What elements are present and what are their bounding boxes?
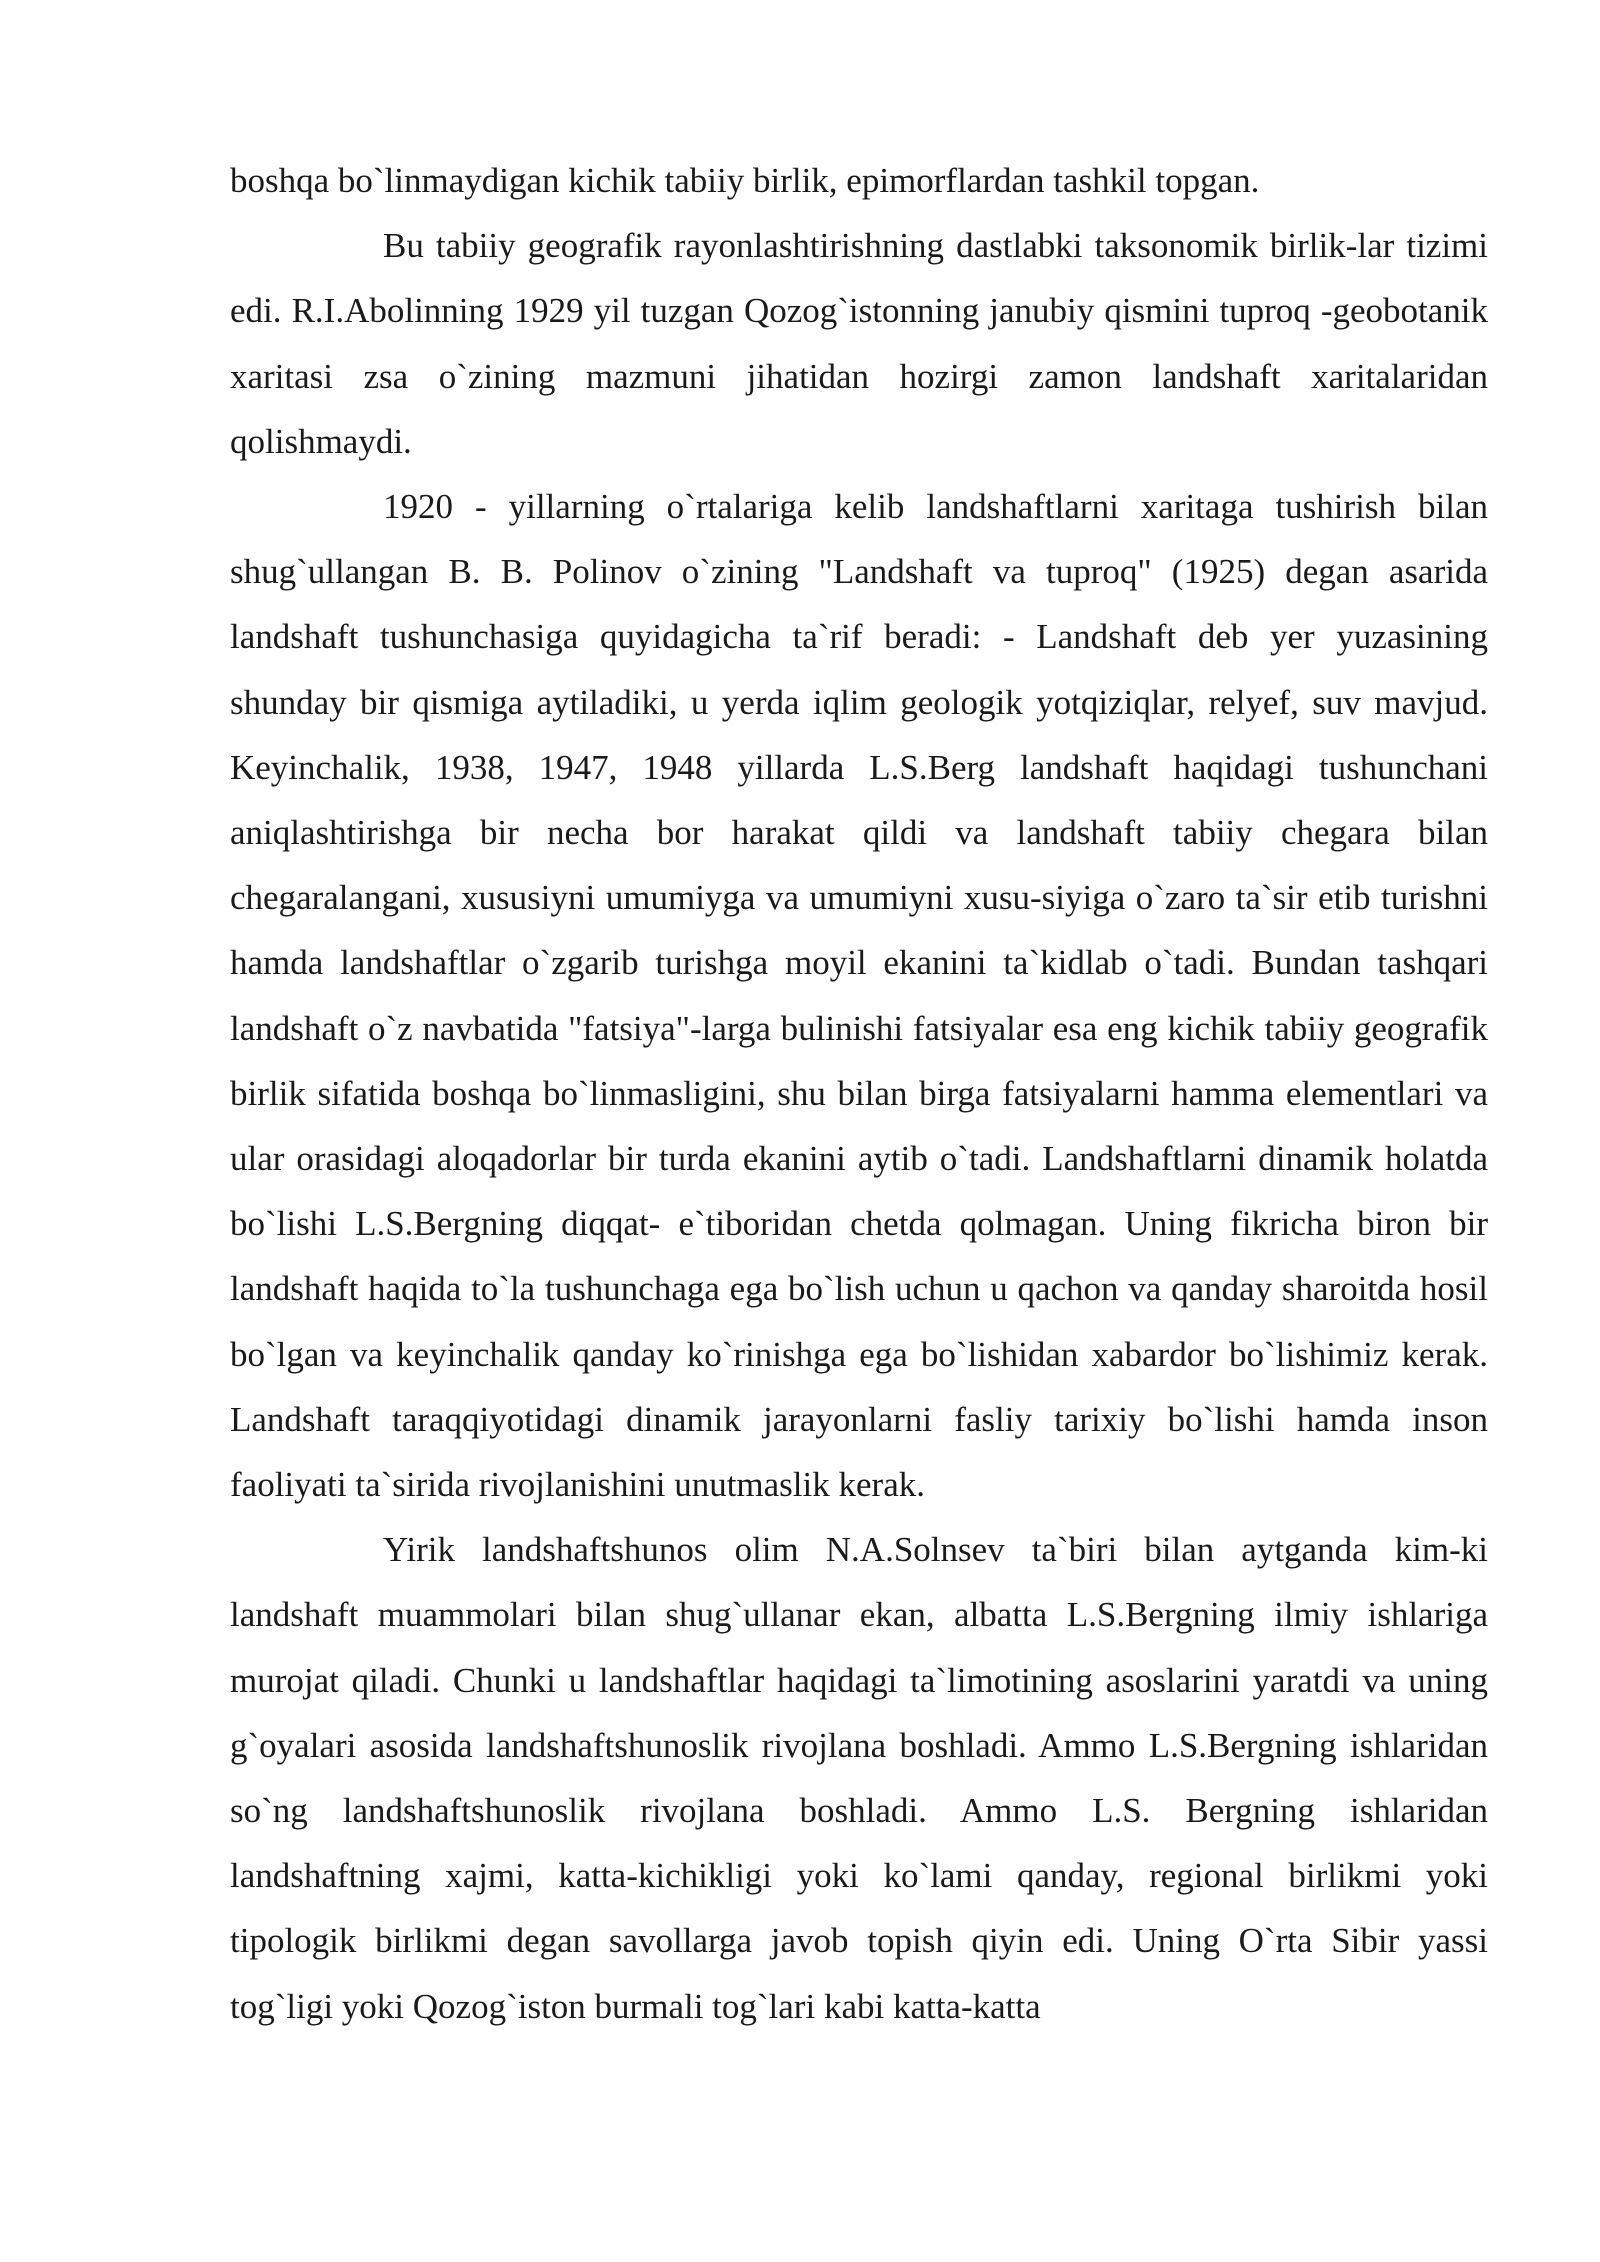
paragraph-taxonomy: Bu tabiiy geografik rayonlashtirishning dastlabki taksonomik birlik-lar tizimi edi. R.I.Abolinning 1929 yil tuzgan Qozog`istonning janubiy qismini tuproq -geobotanik xaritasi zsa o`zining mazmuni jihatidan hozirgi zamon landshaft xaritalaridan qolishmaydi. — [230, 226, 1488, 461]
paragraph-continuation: boshqa bo`linmaydigan kichik tabiiy birlik, epimorflardan tashkil topgan. — [230, 161, 1260, 200]
paragraph-solnsev: Yirik landshaftshunos olim N.A.Solnsev ta`biri bilan aytganda kim-ki landshaft muammolari bilan shug`ullanar ekan, albatta L.S.Bergning ilmiy ishlariga murojat qiladi. Chunki u landshaftlar haqidagi ta`limotining asoslarini yaratdi va uning g`oyalari asosida landshaftshunoslik rivojlana boshladi. Ammo L.S.Bergning ishlaridan so`ng landshaftshunoslik rivojlana boshladi. Ammo L.S. Bergning ishlaridan landshaftning xajmi, katta-kichikligi yoki ko`lami qanday, regional birlikmi yoki tipologik birlikmi degan savollarga javob topish qiyin edi. Uning O`rta Sibir yassi tog`ligi yoki Qozog`iston burmali tog`lari kabi katta-katta — [230, 1530, 1488, 2026]
paragraph-polinov-berg: 1920 - yillarning o`rtalariga kelib landshaftlarni xaritaga tushirish bilan shug`ullangan B. B. Polinov o`zining "Landshaft va tuproq" (1925) degan asarida landshaft tushunchasiga quyidagicha ta`rif beradi: - Landshaft deb yer yuzasining shunday bir qismiga aytiladiki, u yerda iqlim geologik yotqiziqlar, relyef, suv mavjud. Keyinchalik, 1938, 1947, 1948 yillarda L.S.Berg landshaft haqidagi tushunchani aniqlashtirishga bir necha bor harakat qildi va landshaft tabiiy chegara bilan chegaralangani, xususiyni umumiyga va umumiyni xusu-siyiga o`zaro ta`sir etib turishni hamda landshaftlar o`zgarib turishga moyil ekanini ta`kidlab o`tadi. Bundan tashqari landshaft o`z navbatida "fatsiya"-larga bulinishi fatsiyalar esa eng kichik tabiiy geografik birlik sifatida boshqa bo`linmasligini, shu bilan birga fatsiyalarni hamma elementlari va ular orasidagi aloqadorlar bir turda ekanini aytib o`tadi. Landshaftlarni dinamik holatda bo`lishi L.S.Bergning diqqat- e`tiboridan chetda qolmagan. Uning fikricha biron bir landshaft haqida to`la tushunchaga ega bo`lish uchun u qachon va qanday sharoitda hosil bo`lgan va keyinchalik qanday ko`rinishga ega bo`lishidan xabardor bo`lishimiz kerak. Landshaft taraqqiyotidagi dinamik jarayonlarni fasliy tarixiy bo`lishi hamda inson faoliyati ta`sirida rivojlanishini unutmaslik kerak. — [230, 487, 1488, 1505]
document-page — [230, 148, 1488, 2039]
